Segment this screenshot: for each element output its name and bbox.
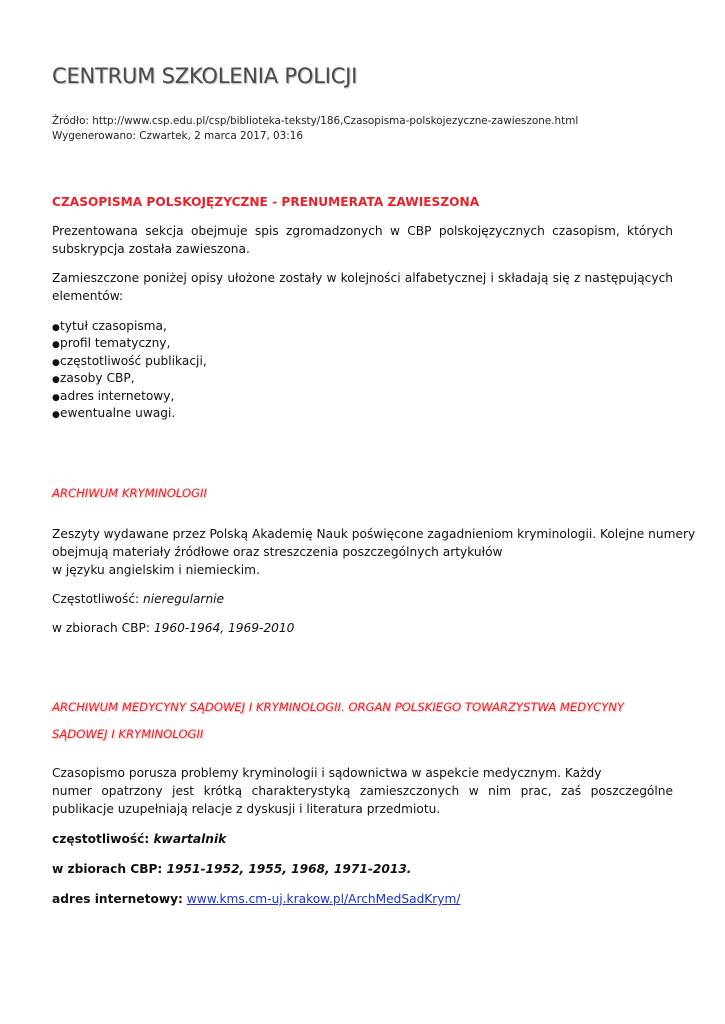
list-item: ●zasoby CBP, bbox=[52, 370, 207, 387]
site-title: CENTRUM SZKOLENIA POLICJI bbox=[52, 64, 358, 88]
elements-list bbox=[52, 318, 207, 422]
intro-paragraph: Prezentowana sekcja obejmuje spis zgromadzonych w CBP polskojęzycznych czasopism, których subskrypcja została zawieszona. bbox=[52, 224, 673, 256]
journal-website-link[interactable]: www.kms.cm-uj.krakow.pl/ArchMedSadKrym/ bbox=[186, 892, 461, 906]
section-title: CZASOPISMA POLSKOJĘZYCZNE - PRENUMERATA ZAWIESZONA bbox=[52, 195, 480, 209]
list-item: ●częstotliwość publikacji, bbox=[52, 353, 207, 370]
web-label: adres internetowy: bbox=[52, 892, 183, 906]
holdings-label: w zbiorach CBP: bbox=[52, 862, 163, 876]
entry-2-description-line: Czasopismo porusza problemy kryminologii i sądownictwa w aspekcie medycznym. Każdy bbox=[52, 766, 602, 780]
entry-1-description-line: Zeszyty wydawane przez Polską Akademię Nauk poświęcone zagadnieniom kryminologii. Kolejne numery bbox=[52, 527, 696, 541]
entry-2-web bbox=[52, 892, 461, 906]
bullet-icon: ● bbox=[52, 357, 60, 368]
source-url: http://www.csp.edu.pl/csp/biblioteka-teksty/186,Czasopisma-polskojezyczne-zawieszone.html bbox=[92, 115, 579, 127]
source-label: Źródło: bbox=[52, 115, 89, 127]
entry-2-frequency bbox=[52, 832, 226, 846]
frequency-value: kwartalnik bbox=[153, 832, 227, 846]
holdings-label: w zbiorach CBP: bbox=[52, 621, 150, 635]
order-note-paragraph: Zamieszczone poniżej opisy ułożone zostały w kolejności alfabetycznej i składają się z następujących elementów: bbox=[52, 271, 673, 303]
generated-line bbox=[52, 129, 578, 144]
list-item: ●adres internetowy, bbox=[52, 388, 207, 405]
list-item: ●ewentualne uwagi. bbox=[52, 405, 207, 422]
entry-title-archiwum-medycyny-sadowej-cont: SĄDOWEJ I KRYMINOLOGII bbox=[52, 727, 204, 741]
bullet-icon: ● bbox=[52, 323, 60, 333]
list-item: ●tytuł czasopisma, bbox=[52, 318, 207, 335]
bullet-icon: ● bbox=[52, 340, 60, 351]
bullet-icon: ● bbox=[52, 392, 60, 403]
entry-1-description-line: obejmują materiały źródłowe oraz streszczenia poszczególnych artykułów bbox=[52, 545, 503, 559]
entry-title-archiwum-kryminologii: ARCHIWUM KRYMINOLOGII bbox=[52, 486, 207, 500]
entry-1-frequency bbox=[52, 592, 224, 606]
frequency-label: Częstotliwość: bbox=[52, 592, 140, 606]
entry-1-description-line: w języku angielskim i niemieckim. bbox=[52, 563, 260, 577]
bullet-icon: ● bbox=[52, 409, 60, 420]
generated-label: Wygenerowano: bbox=[52, 130, 136, 142]
document-meta bbox=[52, 114, 578, 144]
source-line bbox=[52, 114, 578, 129]
list-item: ●profil tematyczny, bbox=[52, 335, 207, 352]
entry-2-holdings bbox=[52, 862, 411, 876]
bullet-icon: ● bbox=[52, 375, 60, 386]
holdings-value: 1960-1964, 1969-2010 bbox=[153, 621, 295, 635]
frequency-label: częstotliwość: bbox=[52, 832, 150, 846]
holdings-value: 1951-1952, 1955, 1968, 1971-2013. bbox=[166, 862, 412, 876]
entry-1-holdings bbox=[52, 621, 294, 635]
entry-title-archiwum-medycyny-sadowej: ARCHIWUM MEDYCYNY SĄDOWEJ I KRYMINOLOGII. ORGAN POLSKIEGO TOWARZYSTWA MEDYCYNY bbox=[52, 700, 624, 714]
frequency-value: nieregularnie bbox=[143, 592, 225, 606]
generated-value: Czwartek, 2 marca 2017, 03:16 bbox=[139, 130, 303, 142]
entry-2-description-rest: numer opatrzony jest krótką charakterystyką zamieszczonych w nim prac, zaś poszczególne publikacje uzupełniają relacje z dyskusji i literatura przedmiotu. bbox=[52, 784, 673, 816]
